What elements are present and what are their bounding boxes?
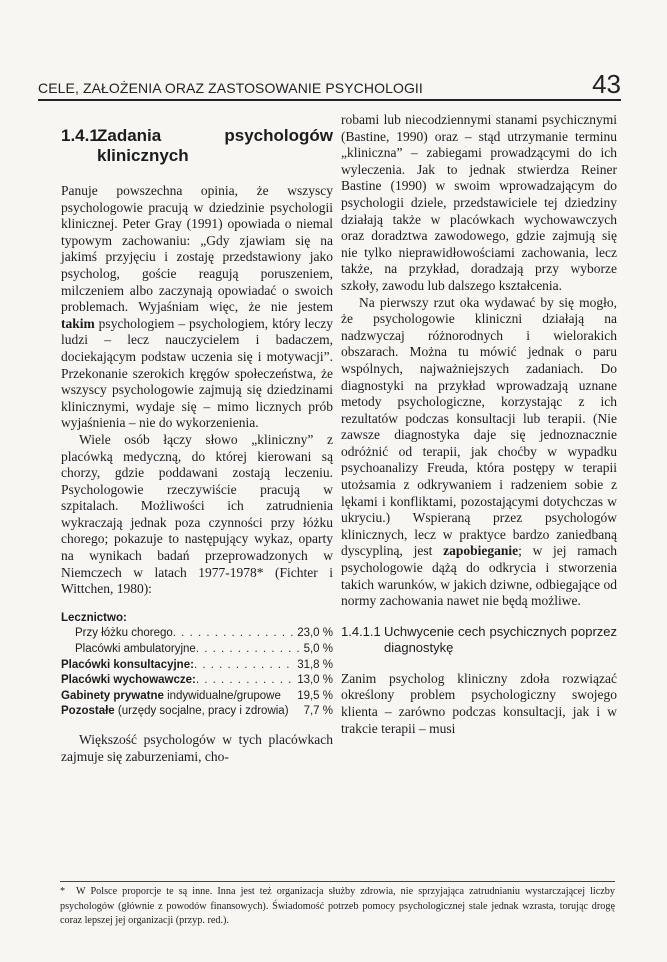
- left-paragraph-2: Wiele osób łączy słowo „kliniczny” z placówką medyczną, do której kierowani są chorzy, gdzie poddawani zostają leczeniu. Psychologowie rzeczywiście pracują w szpitalach. Możliwości ich zatrudnienia wykraczają jednak poza czynności przy łóżku chorego; pokazuje to następujący wykaz, oparty na wynikach badań przeprowadzonych w Niemczech w latach 1977-1978* (Fichter i Wittchen, 1980):: [61, 431, 333, 597]
- left-paragraph-1: [61, 183, 333, 432]
- running-header-title: CELE, ZAŁOŻENIA ORAZ ZASTOSOWANIE PSYCHOLOGII: [38, 80, 423, 96]
- emphasis-takim: takim: [61, 315, 95, 331]
- stat-label-detail: (urzędy socjalne, pracy i zdrowia): [114, 705, 289, 718]
- stat-label-detail: indywidualne/grupowe: [163, 689, 281, 702]
- stat-label: Przy łóżku chorego: [75, 627, 173, 640]
- footnote-mark: *: [60, 886, 66, 897]
- stat-label: Placówki ambulatoryjne: [75, 643, 196, 656]
- stat-value: 23,0 %: [297, 627, 333, 640]
- employment-statistics: [61, 611, 333, 720]
- right-column: [341, 112, 617, 737]
- stat-row: [61, 658, 333, 674]
- right-paragraph-1: robami lub niecodziennymi stanami psychicznymi (Bastine, 1990) oraz – stąd utrzymanie terminu „kliniczna” – zabiegami prowadzącymi do ich wyleczenia. Jak to jednak stwierdza Reiner Bastine (1990) w swoim wprowadzającym do psychologii dziele, przedstawiciele tej dziedziny działają także w placówkach wychowawczych oraz doradztwa zawodowego, gdzie zajmują się nie tylko nieprawidłowościami zachowania, lecz także, na przykład, doradzają przy wyborze szkoły, zawodu lub dalszego kształcenia.: [341, 112, 617, 293]
- stat-value: 31,8 %: [297, 658, 333, 671]
- right-paragraph-2-part-b: ; w jej ramach psychologowie dążą do odkrycia i stworzenia takich warunków, w jakich dziwne, odbiegające od normy zachowania nawet nie będą możliwe.: [341, 543, 617, 609]
- stat-value: 19,5 %: [297, 689, 333, 702]
- stat-row: [61, 626, 333, 642]
- footnote-rule: [60, 881, 615, 882]
- stat-row: [61, 704, 333, 720]
- section-heading: [61, 126, 333, 166]
- stat-label: Placówki wychowawcze:: [61, 674, 196, 687]
- stat-value: 7,7 %: [303, 705, 333, 718]
- stat-value: 13,0 %: [297, 674, 333, 687]
- subsection-heading: [341, 624, 617, 656]
- stat-label: Gabinety prywatne: [61, 689, 164, 702]
- running-header: [38, 69, 621, 99]
- leader-dots: [196, 642, 302, 658]
- section-title: Zadania psychologów klinicznych: [97, 126, 333, 165]
- stat-row: [61, 642, 333, 658]
- stat-row: [61, 689, 333, 705]
- leader-dots: [173, 626, 295, 642]
- stat-label: Placówki konsultacyjne:: [61, 658, 194, 671]
- left-column: [61, 126, 333, 765]
- footnote-text: W Polsce proporcje te są inne. Inna jest też organizacja służby zdrowia, nie sprzyjająca zatrudnianiu wystarczającej liczby psychologów (głównie z powodów finansowych). Świadomość potrzeb pomocy psychologicznej stale jednak wzrasta, torując drogę coraz lepszej jej organizacji (przyp. red.).: [60, 886, 615, 927]
- left-paragraph-3: Większość psychologów w tych placówkach zajmuje się zaburzeniami, cho-: [61, 732, 333, 764]
- stats-heading: Lecznictwo:: [61, 611, 127, 624]
- right-paragraph-2-part-a: Na pierwszy rzut oka wydawać by się mogło, że psychologowie kliniczni działają na nadzwyczaj różnorodnych i wielorakich obszarach. Można tu mówić jednak o paru wspólnych, najważniejszych zadaniach. Do diagnostyki na przykład wprowadzają uznane metody psychologiczne, korzystając z ich rezultatów podczas konsultacji lub terapii. (Nie zawsze diagnostyka daje się jednoznacznie odróżnić od terapii, jak choćby w wypadku psychoanalizy Freuda, która postępy w terapii utożsamia z odkrywaniem i radzeniem sobie z lękami i konfliktami, pozostającymi dotychczas w ukryciu.) Wspieraną przez psychologów klinicznych, lecz w praktyce bardzo zaniedbaną dyscypliną, jest: [341, 294, 617, 559]
- stat-value: 5,0 %: [303, 643, 333, 656]
- section-number: 1.4.1: [61, 126, 99, 145]
- left-paragraph-1-part-a: Panuje powszechna opinia, że wszyscy psychologowie pracują w dziedzinie psychologii klinicznej. Peter Gray (1991) opowiada o niemal typowym zachowaniu: „Gdy zjawiam się na jakimś przyjęciu i zostaję przedstawiony jako psycholog, goście reagują poruszeniem, milczeniem albo zaczynają opowiadać o swoich problemach. Wyjaśniam więc, że nie jestem: [61, 183, 333, 315]
- right-paragraph-2: [341, 295, 617, 610]
- page-number: 43: [592, 69, 621, 99]
- footnote: [60, 885, 615, 929]
- leader-dots: [196, 673, 295, 689]
- leader-dots: [194, 658, 295, 674]
- emphasis-zapobieganie: zapobieganie: [443, 543, 519, 559]
- stat-label: Pozostałe: [61, 705, 115, 718]
- subsection-title: Uchwycenie cech psychicznych poprzez diagnostykę: [384, 623, 617, 655]
- header-rule: [38, 99, 621, 101]
- left-paragraph-1-part-b: psychologiem – psychologiem, który leczy ludzi – lecz nauczycielem i badaczem, dociekającym podstaw uczenia się i motywacji”. Przekonanie szerokich kręgów społeczeństwa, że wszyscy psychologowie zajmują się dziedzinami klinicznymi, wydaje się – mimo licznych prób wyjaśnienia – nie do wykorzenienia.: [61, 315, 333, 431]
- subsection-number: 1.4.1.1: [341, 623, 381, 639]
- right-paragraph-3: Zanim psycholog kliniczny zdoła rozwiązać określony problem psychologiczny swojego klienta – zarówno podczas konsultacji, jak i w trakcie terapii – musi: [341, 670, 617, 736]
- stat-row: [61, 673, 333, 689]
